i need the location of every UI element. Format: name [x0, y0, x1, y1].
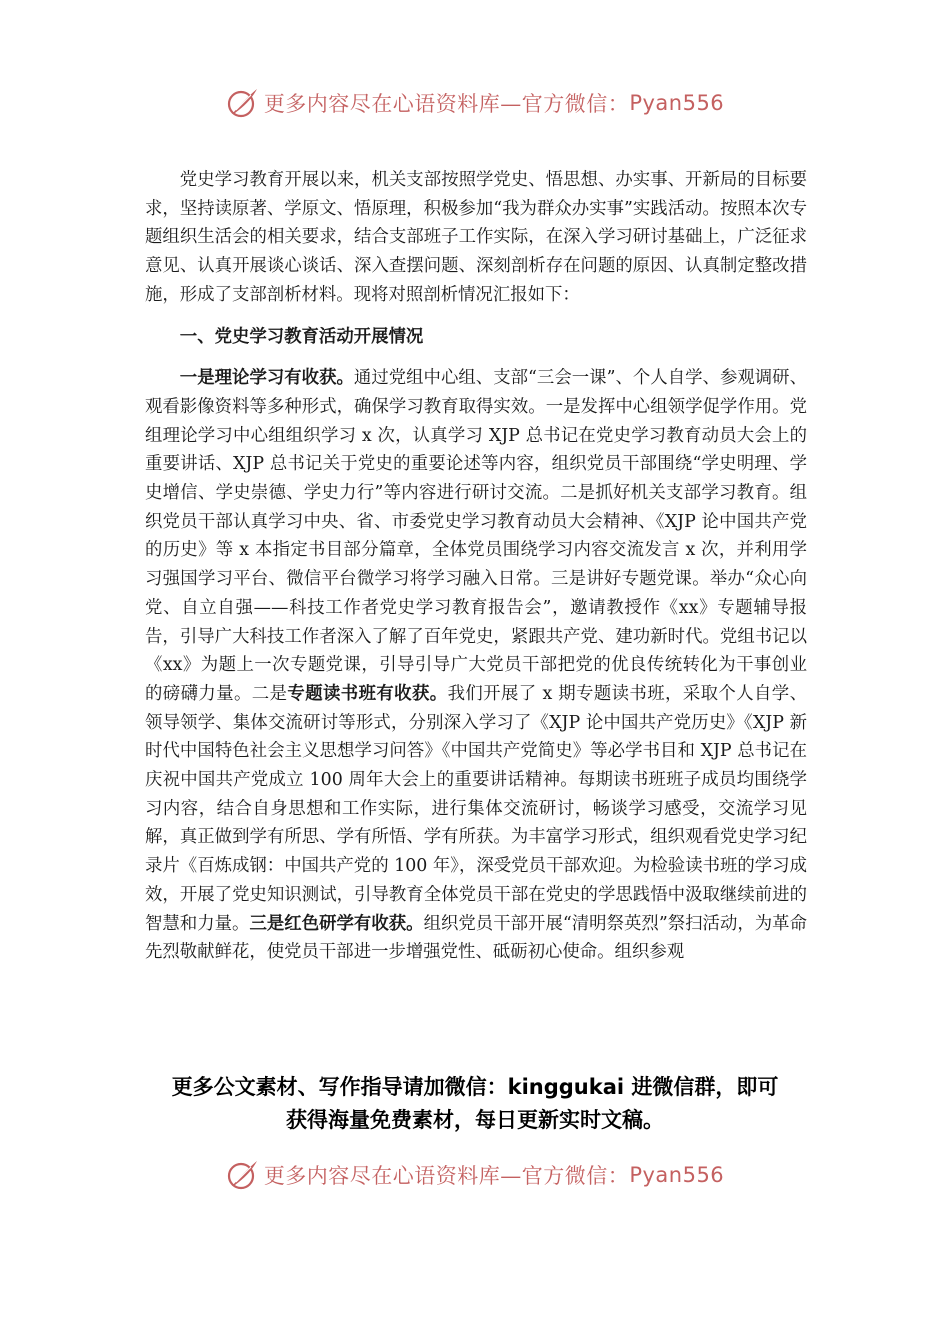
header-banner-text: 更多内容尽在心语资料库—官方微信：	[263, 92, 630, 116]
red-study-text: 组织党员干部开展“清明祭英烈”祭扫活动，为革命先烈敬献鲜花，使党员干部进一步增强党性、砥砺初心使命。组织参观	[145, 913, 807, 963]
lead-red-study: 三是红色研学有收获。	[249, 913, 424, 934]
theory-study-text: 通过党组中心组、支部“三会一课”、个人自学、参观调研、观看影像资料等多种形式，确保学习教育取得实效。一是发挥中心组领学促学作用。党组理论学习中心组组织学习 x 次，认真学习 XJP 总书记在党史学习教育动员大会上的重要讲话、XJP 总书记关于党史的重要论述等内容，组织党员干部围绕“学史明理、学史增信、学史崇德、学史力行”等内容进行研讨交流。二是抓好机关支部学习教育。组织党员干部认真学习中央、省、市委党史学习教育动员大会精神、《XJP 论中国共产党的历史》等 x 本指定书目部分篇章，全体党员围绕学习内容交流发言 x 次，并利用学习强国学习平台、微信平台微学习将学习融入日常。三是讲好专题党课。举办“众心向党、自立自强——科技工作者党史学习教育报告会”，邀请教授作《xx》专题辅导报告，引导广大科技工作者深入了解了百年党史，紧跟共产党、建功新时代。党组书记以《xx》为题上一次专题党课，引导引导广大党员干部把党的优良传统转化为干事创业的磅礴力量。二是	[145, 368, 807, 704]
section-heading: 一、党史学习教育活动开展情况	[179, 326, 424, 347]
quill-logo-icon	[226, 86, 260, 120]
reading-class-text: 我们开展了 x 期专题读书班，采取个人自学、领导领学、集体交流研讨等形式，分别深入学习了《XJP 论中国共产党历史》《XJP 新时代中国特色社会主义思想学习问答》《中国共产党简史》等必学书目和 XJP 总书记在庆祝中国共产党成立 100 周年大会上的重要讲话精神。每期读书班班子成员均围绕学习内容，结合自身思想和工作实际，进行集体交流研讨，畅谈学习感受，交流学习见解，真正做到学有所思、学有所悟、学有所获。为丰富学习形式，组织观看党史学习纪录片《百炼成钢：中国共产党的 100 年》，深受党员干部欢迎。为检验读书班的学习成效，开展了党史知识测试，引导教育全体党员干部在党史的学思践悟中汲取继续前进的智慧和力量。	[145, 683, 807, 934]
quill-logo-icon	[226, 1158, 260, 1192]
header-wechat-id: Pyan556	[629, 91, 725, 115]
body-paragraph	[145, 364, 807, 967]
footer-wechat-id: Pyan556	[629, 1163, 725, 1187]
header-banner	[0, 83, 950, 123]
promo-line-1: 更多公文素材、写作指导请加微信：kinggukai 进微信群，即可	[171, 1075, 779, 1099]
document-body	[145, 166, 807, 967]
intro-paragraph: 党史学习教育开展以来，机关支部按照学党史、悟思想、办实事、开新局的目标要求，坚持读原著、学原文、悟原理，积极参加“我为群众办实事”实践活动。按照本次专题组织生活会的相关要求，结合支部班子工作实际，在深入学习研讨基础上，广泛征求意见、认真开展谈心谈话、深入查摆问题、深刻剖析存在问题的原因、认真制定整改措施，形成了支部剖析材料。现将对照剖析情况汇报如下：	[145, 170, 807, 305]
promo-line-2: 获得海量免费素材，每日更新实时文稿。	[286, 1108, 664, 1132]
footer-banner-text: 更多内容尽在心语资料库—官方微信：	[263, 1164, 630, 1188]
lead-reading-class: 专题读书班有收获。	[287, 683, 448, 704]
promo-notice	[0, 1071, 950, 1137]
lead-theory-study: 一是理论学习有收获。	[179, 368, 354, 389]
footer-banner	[0, 1155, 950, 1195]
